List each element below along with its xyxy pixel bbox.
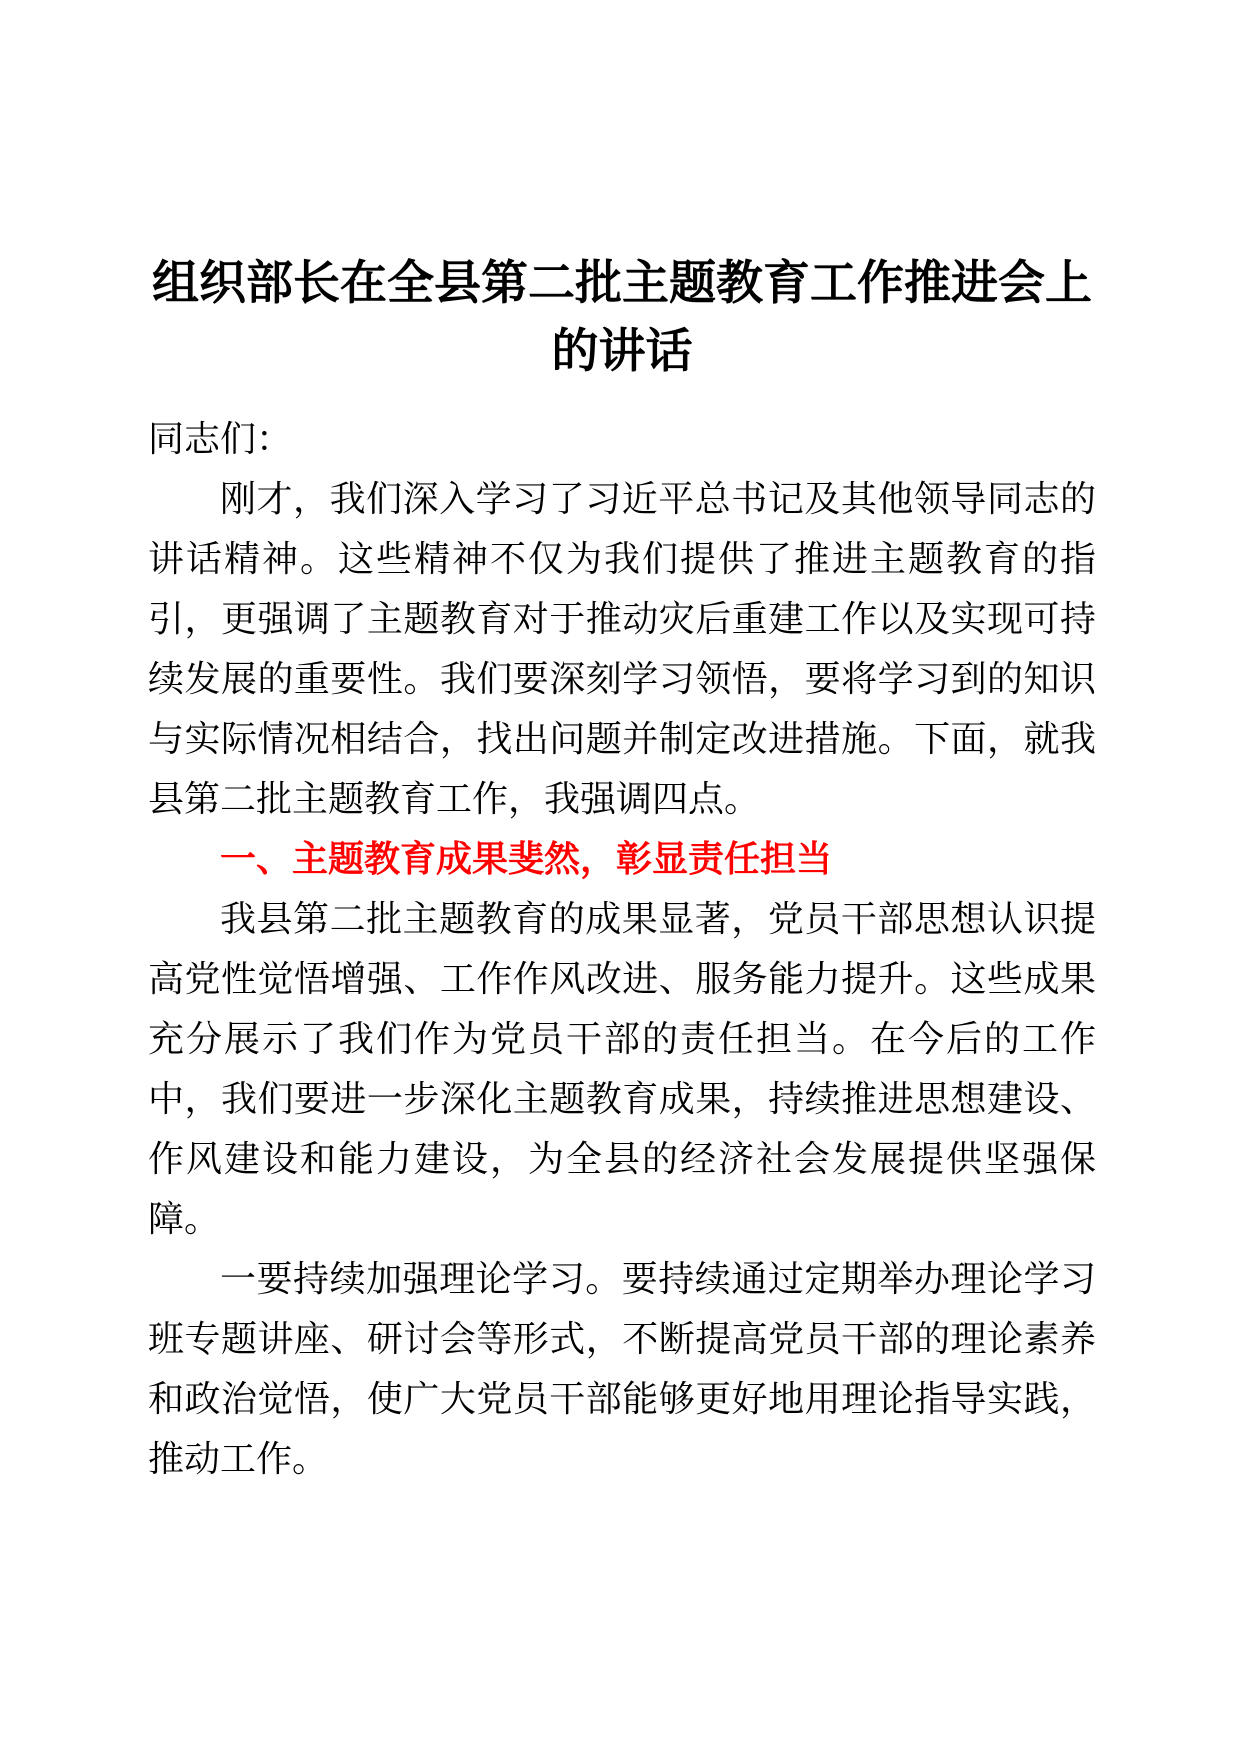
section-heading-1: 一、主题教育成果斐然，彰显责任担当	[220, 839, 833, 880]
paragraph-opening: 刚才，我们深入学习了习近平总书记及其他领导同志的讲话精神。这些精神不仅为我们提供了推进主题教育的指引，更强调了主题教育对于推动灾后重建工作以及实现可持续发展的重要性。我们要深刻学习领悟，要将学习到的知识与实际情况相结合，找出问题并制定改进措施。下面，就我县第二批主题教育工作，我强调四点。	[148, 479, 1096, 820]
paragraph-achievements: 我县第二批主题教育的成果显著，党员干部思想认识提高党性觉悟增强、工作作风改进、服务能力提升。这些成果充分展示了我们作为党员干部的责任担当。在今后的工作中，我们要进一步深化主题教育成果，持续推进思想建设、作风建设和能力建设，为全县的经济社会发展提供坚强保障。	[148, 899, 1096, 1240]
paragraph-theory-study: 一要持续加强理论学习。要持续通过定期举办理论学习班专题讲座、研讨会等形式，不断提高党员干部的理论素养和政治觉悟，使广大党员干部能够更好地用理论指导实践，推动工作。	[148, 1259, 1096, 1480]
salutation: 同志们：	[148, 419, 293, 460]
document-title: 组织部长在全县第二批主题教育工作推进会上的讲话	[152, 256, 1092, 379]
